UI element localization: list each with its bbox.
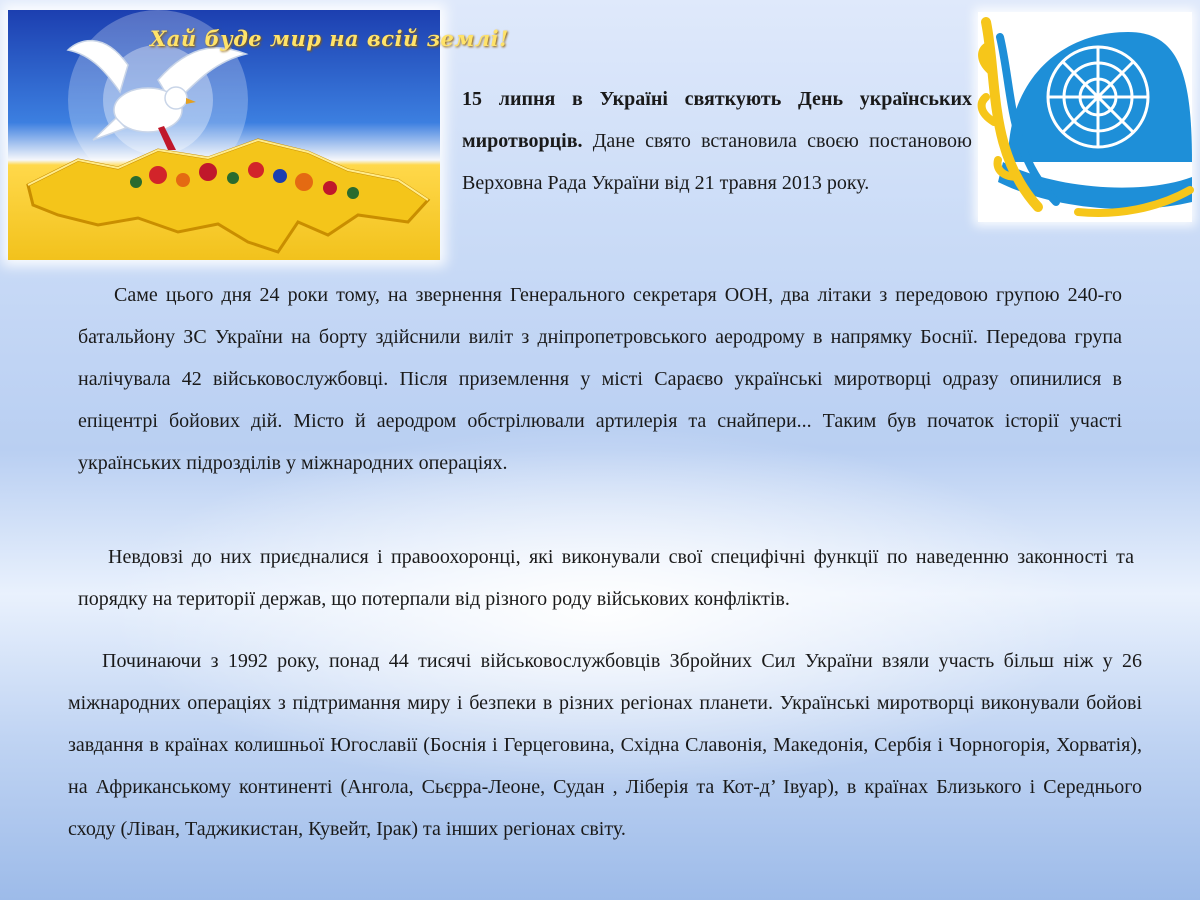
un-globe-icon [1048, 47, 1148, 147]
intro-paragraph [462, 78, 972, 204]
intro-bold-text: 15 липня в Україні святкують День українських миротворців. [462, 88, 972, 152]
un-peacekeeper-helmet-emblem [978, 12, 1192, 222]
paragraph-operations-history: Починаючи з 1992 року, понад 44 тисячі військовослужбовців Збройних Сил України взяли участь більш ніж у 26 міжнародних операціях з підтримання миру і безпеки в різних регіонах планети. Українські миротворці виконували бойові завдання в країнах колишньої Югославії (Боснія і Герцеговина, Східна Славонія, Македонія, Сербія і Чорногорія, Хорватія), на Африканському континенті (Ангола, Сьєрра-Леоне, Судан , Ліберія та Кот-д’ Івуар), в країнах Близького і Середнього сходу (Ліван, Таджикистан, Кувейт, Ірак) та інших регіонах світу. [68, 650, 1142, 840]
dove-over-ukraine-map-illustration [8, 10, 509, 260]
paragraph-first-mission: Саме цього дня 24 роки тому, на звернення Генерального секретаря ООН, два літаки з передовою групою 240-го батальйону ЗС України на борту здійснили виліт з дніпропетровського аеродрому в напрямку Боснії. Передова група налічувала 42 військовослужбовці. Після приземлення у місті Сараєво українські миротворці одразу опинилися в епіцентрі бойових дій. Місто й аеродром обстрілювали артилерія та снайпери... Таким був початок історії участі українських підрозділів у міжнародних операціях. [78, 284, 1122, 474]
paragraph-law-enforcement: Невдовзі до них приєдналися і правоохоронці, які виконували свої специфічні функції по наведенню законності та порядку на території держав, що потерпали від різного роду військових конфліктів. [78, 546, 1134, 610]
hero-caption: Хай буде мир на всій землі! [150, 26, 509, 51]
intro-text: Дане свято встановила своєю постановою Верховна Рада України від 21 травня 2013 року. [462, 130, 972, 194]
un-emblem-icon [978, 12, 1192, 222]
